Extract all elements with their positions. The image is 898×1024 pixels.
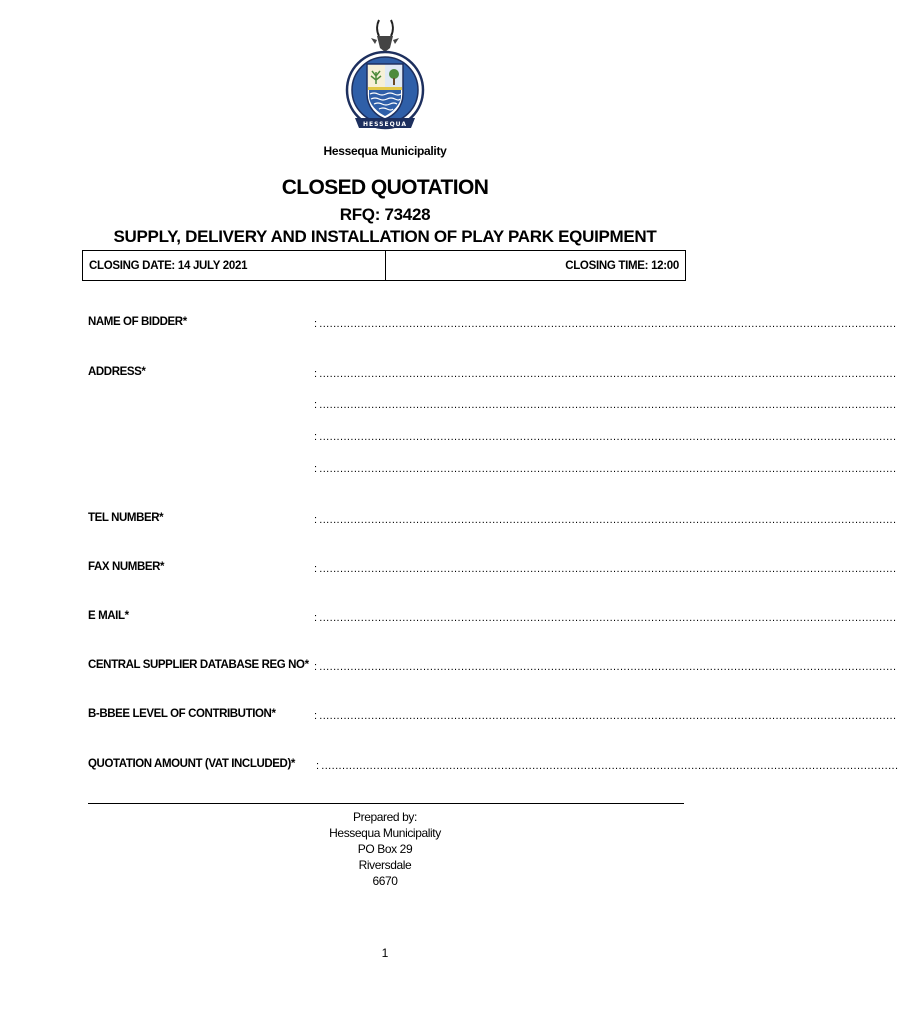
prepared-by-po-box: PO Box 29: [357, 842, 413, 856]
rfq-number: RFQ: 73428: [339, 205, 431, 224]
prepared-by-town: Riversdale: [358, 858, 412, 872]
tel-number-field[interactable]: : .......................................................................................................................................................................: [314, 514, 897, 526]
quotation-amount-field[interactable]: : .......................................................................................................................................................................: [316, 760, 898, 772]
prepared-by-heading: Prepared by:: [353, 810, 417, 824]
fax-number-label: FAX NUMBER*: [88, 561, 165, 573]
prepared-by-postal-code: 6670: [372, 874, 398, 888]
closing-info-table: [82, 250, 686, 281]
address-label: ADDRESS*: [88, 366, 146, 378]
email-label: E MAIL*: [88, 610, 129, 622]
csd-reg-no-label: CENTRAL SUPPLIER DATABASE REG NO*: [88, 659, 309, 671]
prepared-by-block: [0, 809, 770, 889]
closing-date: CLOSING DATE: 14 JULY 2021: [83, 251, 386, 280]
hessequa-crest-logo: [339, 18, 431, 134]
municipality-name: Hessequa Municipality: [323, 144, 447, 158]
antelope-head-icon: [371, 20, 399, 52]
address-line-1-field[interactable]: : .......................................................................................................................................................................: [314, 368, 897, 380]
email-field[interactable]: : .......................................................................................................................................................................: [314, 612, 897, 624]
bbbee-level-field[interactable]: : .......................................................................................................................................................................: [314, 710, 897, 722]
prepared-by-org: Hessequa Municipality: [329, 826, 441, 840]
address-line-2-field[interactable]: : .......................................................................................................................................................................: [314, 399, 897, 411]
quotation-subject: SUPPLY, DELIVERY AND INSTALLATION OF PLAY PARK EQUIPMENT: [113, 227, 657, 246]
quotation-amount-label: QUOTATION AMOUNT (VAT INCLUDED)*: [88, 758, 295, 770]
address-line-3-field[interactable]: : .......................................................................................................................................................................: [314, 431, 897, 443]
tel-number-label: TEL NUMBER*: [88, 512, 164, 524]
name-of-bidder-label: NAME OF BIDDER*: [88, 316, 187, 328]
csd-reg-no-field[interactable]: : .......................................................................................................................................................................: [314, 661, 897, 673]
page-number: 1: [381, 946, 389, 960]
closing-time: CLOSING TIME: 12:00: [565, 259, 679, 272]
name-of-bidder-field[interactable]: : .......................................................................................................................................................................: [314, 318, 897, 330]
document-title: CLOSED QUOTATION: [281, 176, 489, 199]
svg-text:HESSEQUA: HESSEQUA: [362, 121, 408, 128]
section-divider: [88, 803, 684, 804]
address-line-4-field[interactable]: : .......................................................................................................................................................................: [314, 463, 897, 475]
fax-number-field[interactable]: : .......................................................................................................................................................................: [314, 563, 897, 575]
bbbee-level-label: B-BBEE LEVEL OF CONTRIBUTION*: [88, 708, 276, 720]
